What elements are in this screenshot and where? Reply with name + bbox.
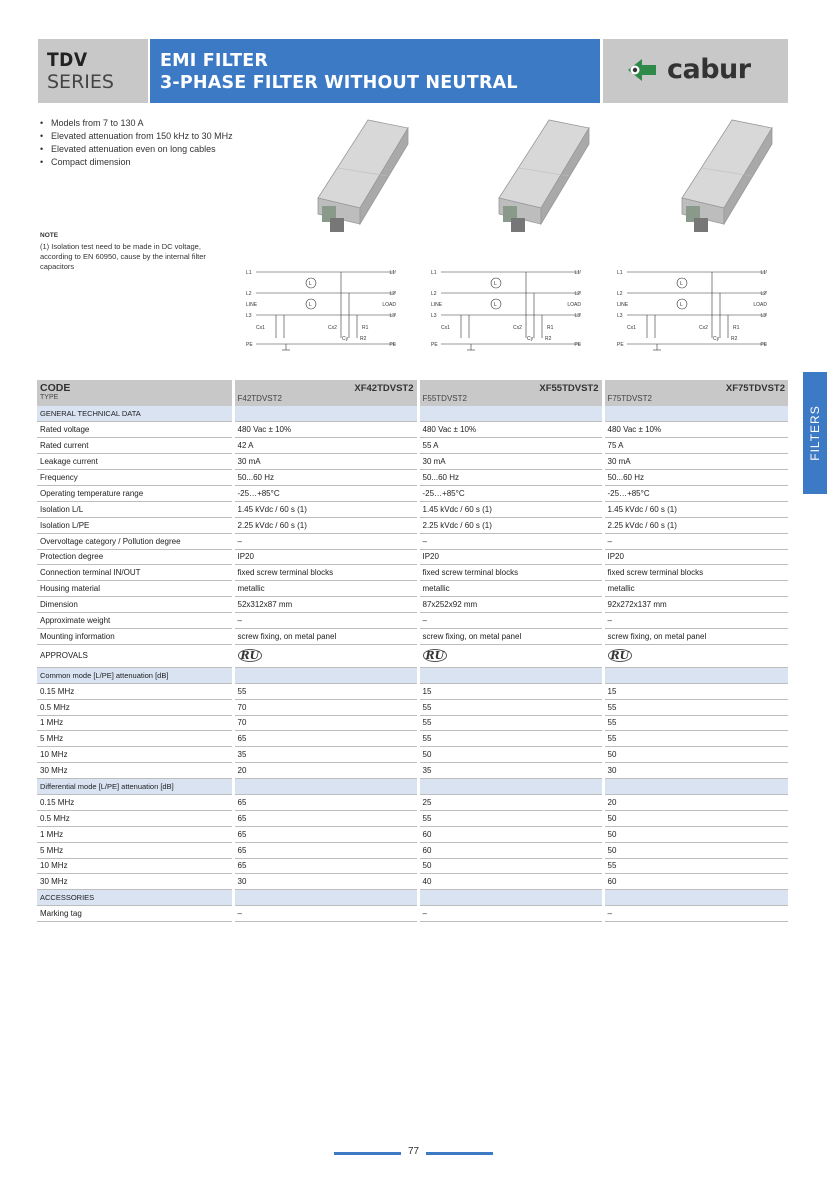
value-cell: 50 [418, 858, 603, 874]
section-cell [603, 406, 788, 422]
row-label: 0.5 MHz [37, 699, 233, 715]
schematic-label: PE [617, 342, 624, 348]
value-cell: 70 [233, 715, 418, 731]
row-label: 0.15 MHz [37, 794, 233, 810]
schematic-label: L1 [617, 270, 623, 276]
value-cell: 65 [233, 826, 418, 842]
row-label: Isolation L/PE [37, 517, 233, 533]
schematic-label: L3' [760, 313, 767, 319]
section-header-row [37, 890, 788, 906]
schematic-label: LOAD [753, 302, 767, 308]
value-cell: 55 [603, 858, 788, 874]
value-cell: screw fixing, on metal panel [603, 628, 788, 644]
value-cell: 25 [418, 794, 603, 810]
table-row [37, 613, 788, 629]
value-cell: 50 [603, 810, 788, 826]
section-header-row [37, 779, 788, 795]
schematic-label: L2' [760, 291, 767, 297]
value-cell: 15 [418, 683, 603, 699]
code-label: CODE [37, 380, 233, 394]
filters-side-tab[interactable] [803, 372, 827, 494]
value-cell: -25…+85°C [233, 485, 418, 501]
row-label: 30 MHz [37, 763, 233, 779]
value-cell: 55 [603, 715, 788, 731]
table-row [37, 581, 788, 597]
value-cell: 55 [418, 715, 603, 731]
value-cell: 60 [418, 842, 603, 858]
schematic-label: Cx1 [256, 325, 265, 331]
value-cell: – [233, 613, 418, 629]
schematic-label: L1' [760, 270, 767, 276]
schematic-label: L [680, 281, 683, 287]
table-row [37, 763, 788, 779]
value-cell: fixed screw terminal blocks [418, 565, 603, 581]
ul-recognized-icon: RU [423, 649, 448, 662]
product-image [308, 118, 418, 240]
value-cell: 2.25 kVdc / 60 s (1) [418, 517, 603, 533]
value-cell: -25…+85°C [603, 485, 788, 501]
table-row [37, 826, 788, 842]
table-row [37, 794, 788, 810]
schematic-label: R1 [362, 325, 369, 331]
product-image [489, 118, 599, 240]
filter-schematic [617, 262, 767, 358]
table-row [37, 517, 788, 533]
value-cell: 2.25 kVdc / 60 s (1) [233, 517, 418, 533]
schematic-label: L [494, 302, 497, 308]
value-cell: 1.45 kVdc / 60 s (1) [418, 501, 603, 517]
value-cell: 52x312x87 mm [233, 597, 418, 613]
series-label: SERIES [47, 71, 114, 93]
feature-item: • Elevated attenuation from 150 kHz to 30 MHz [40, 130, 235, 143]
section-cell [418, 779, 603, 795]
schematic-label: R1 [547, 325, 554, 331]
feature-list [40, 117, 235, 169]
value-cell: – [418, 533, 603, 549]
table-row [37, 810, 788, 826]
section-cell [418, 667, 603, 683]
value-cell: 55 [603, 731, 788, 747]
schematic-label: L1' [574, 270, 581, 276]
schematic-label: Cx2 [699, 325, 708, 331]
row-label: Leakage current [37, 454, 233, 470]
schematic-label: L2 [246, 291, 252, 297]
schematic-label: PE [246, 342, 253, 348]
value-cell: 50...60 Hz [418, 470, 603, 486]
row-label: Operating temperature range [37, 485, 233, 501]
value-cell: 87x252x92 mm [418, 597, 603, 613]
row-label: Dimension [37, 597, 233, 613]
row-label: 0.5 MHz [37, 810, 233, 826]
section-title: Common mode [L/PE] attenuation [dB] [37, 667, 233, 683]
value-cell: 60 [418, 826, 603, 842]
footer-rule-right [426, 1152, 493, 1155]
table-row [37, 597, 788, 613]
schematic-label: Cx2 [328, 325, 337, 331]
value-cell: 55 [418, 810, 603, 826]
title-line-1: EMI FILTER [160, 51, 269, 71]
section-cell [418, 406, 603, 422]
schematic-label: L1' [389, 270, 396, 276]
value-cell: 55 [233, 683, 418, 699]
value-cell: 30 mA [603, 454, 788, 470]
value-cell: 60 [603, 874, 788, 890]
section-cell [233, 779, 418, 795]
schematic-label: LOAD [382, 302, 396, 308]
value-cell: 30 mA [233, 454, 418, 470]
value-cell: 65 [233, 731, 418, 747]
value-cell: 35 [233, 747, 418, 763]
schematic-label: Cx2 [513, 325, 522, 331]
schematic-label: PE [389, 342, 396, 348]
table-row [37, 747, 788, 763]
table-row [37, 874, 788, 890]
schematic-label: L3 [431, 313, 437, 319]
section-cell [233, 667, 418, 683]
schematic-label: L [680, 302, 683, 308]
table-row [37, 422, 788, 438]
filter-schematic [431, 262, 581, 358]
value-cell: 15 [603, 683, 788, 699]
value-cell: 35 [418, 763, 603, 779]
value-cell: IP20 [233, 549, 418, 565]
schematic-label: LINE [431, 302, 443, 308]
table-row [37, 699, 788, 715]
section-title: ACCESSORIES [37, 890, 233, 906]
row-label: 10 MHz [37, 747, 233, 763]
schematic-label: L1 [246, 270, 252, 276]
table-row [37, 628, 788, 644]
schematic-label: Cy [527, 336, 534, 342]
feature-item: • Compact dimension [40, 156, 235, 169]
value-cell: 2.25 kVdc / 60 s (1) [603, 517, 788, 533]
row-label: 1 MHz [37, 826, 233, 842]
value-cell: – [418, 906, 603, 922]
table-row [37, 842, 788, 858]
value-cell: metallic [418, 581, 603, 597]
ul-recognized-icon: RU [238, 649, 263, 662]
value-cell: 50 [418, 747, 603, 763]
value-cell: screw fixing, on metal panel [233, 628, 418, 644]
table-row [37, 683, 788, 699]
schematic-label: R1 [733, 325, 740, 331]
section-cell [603, 667, 788, 683]
row-label: Mounting information [37, 628, 233, 644]
table-row [37, 715, 788, 731]
value-cell: – [233, 906, 418, 922]
schematic-label: LINE [246, 302, 258, 308]
ul-recognized-icon: RU [608, 649, 633, 662]
schematic-label: R2 [731, 336, 738, 342]
row-label: Approximate weight [37, 613, 233, 629]
value-cell: 92x272x137 mm [603, 597, 788, 613]
spec-table [37, 380, 788, 922]
schematic-label: L2' [574, 291, 581, 297]
schematic-label: LOAD [567, 302, 581, 308]
series-code: TDV [47, 49, 88, 71]
table-row [37, 438, 788, 454]
value-cell: – [603, 906, 788, 922]
value-cell: 55 [603, 699, 788, 715]
section-header-row [37, 406, 788, 422]
side-tab-label: FILTERS [808, 405, 822, 461]
row-label: Connection terminal IN/OUT [37, 565, 233, 581]
logo-text: cabur [667, 54, 751, 85]
value-cell: 50 [603, 842, 788, 858]
table-row [37, 549, 788, 565]
section-header-row [37, 667, 788, 683]
filter-schematic [246, 262, 396, 358]
type-cell: F75TDVST2 [603, 394, 788, 406]
value-cell: 70 [233, 699, 418, 715]
value-cell: 30 [233, 874, 418, 890]
type-label: TYPE [37, 394, 233, 406]
table-row [37, 454, 788, 470]
value-cell: metallic [603, 581, 788, 597]
value-cell: – [233, 533, 418, 549]
section-title: Differential mode [L/PE] attenuation [dB] [37, 779, 233, 795]
schematic-label: LINE [617, 302, 629, 308]
value-cell: 55 [418, 699, 603, 715]
schematic-label: Cy [342, 336, 349, 342]
schematic-label: L [309, 302, 312, 308]
schematic-label: L2' [389, 291, 396, 297]
type-cell: F42TDVST2 [233, 394, 418, 406]
row-label: Frequency [37, 470, 233, 486]
value-cell: – [418, 613, 603, 629]
section-cell [418, 890, 603, 906]
table-row [37, 501, 788, 517]
code-row [37, 380, 788, 394]
footer-rule-left [334, 1152, 401, 1155]
schematic-label: L [309, 281, 312, 287]
row-label: Overvoltage category / Pollution degree [37, 533, 233, 549]
table-row [37, 731, 788, 747]
value-cell: 50...60 Hz [603, 470, 788, 486]
product-image [672, 118, 782, 240]
row-label: 5 MHz [37, 842, 233, 858]
schematic-label: L1 [431, 270, 437, 276]
value-cell: screw fixing, on metal panel [418, 628, 603, 644]
schematic-label: L2 [431, 291, 437, 297]
value-cell: 480 Vac ± 10% [233, 422, 418, 438]
schematic-label: Cx1 [627, 325, 636, 331]
value-cell: 65 [233, 842, 418, 858]
table-row [37, 533, 788, 549]
row-label: 1 MHz [37, 715, 233, 731]
value-cell: 40 [418, 874, 603, 890]
note-heading: NOTE [40, 232, 59, 239]
feature-item: • Models from 7 to 130 A [40, 117, 235, 130]
schematic-label: L3' [389, 313, 396, 319]
feature-item: • Elevated attenuation even on long cables [40, 143, 235, 156]
code-cell: XF75TDVST2 [603, 380, 788, 394]
row-label: Marking tag [37, 906, 233, 922]
value-cell: 1.45 kVdc / 60 s (1) [233, 501, 418, 517]
table-row [37, 858, 788, 874]
value-cell: 480 Vac ± 10% [418, 422, 603, 438]
row-label: 10 MHz [37, 858, 233, 874]
section-title: GENERAL TECHNICAL DATA [37, 406, 233, 422]
row-label: 30 MHz [37, 874, 233, 890]
schematic-label: PE [431, 342, 438, 348]
row-label: Housing material [37, 581, 233, 597]
section-cell [603, 779, 788, 795]
value-cell: 75 A [603, 438, 788, 454]
schematic-label: L3 [617, 313, 623, 319]
value-cell: 20 [233, 763, 418, 779]
row-label: Protection degree [37, 549, 233, 565]
value-cell: metallic [233, 581, 418, 597]
approval-cell [418, 644, 603, 667]
schematic-label: L3' [574, 313, 581, 319]
approvals-label: APPROVALS [37, 644, 233, 667]
value-cell: fixed screw terminal blocks [603, 565, 788, 581]
series-header [38, 39, 148, 103]
value-cell: 65 [233, 810, 418, 826]
cabur-logo-icon [626, 55, 664, 85]
value-cell: 20 [603, 794, 788, 810]
page-title [150, 39, 600, 103]
section-cell [233, 406, 418, 422]
value-cell: 55 A [418, 438, 603, 454]
table-row [37, 906, 788, 922]
value-cell: 65 [233, 858, 418, 874]
value-cell: 480 Vac ± 10% [603, 422, 788, 438]
section-cell [603, 890, 788, 906]
schematic-label: R2 [545, 336, 552, 342]
table-row [37, 485, 788, 501]
value-cell: – [603, 533, 788, 549]
value-cell: 30 [603, 763, 788, 779]
schematic-label: L [494, 281, 497, 287]
row-label: Rated current [37, 438, 233, 454]
schematic-label: Cx1 [441, 325, 450, 331]
approval-cell [603, 644, 788, 667]
value-cell: 30 mA [418, 454, 603, 470]
row-label: 5 MHz [37, 731, 233, 747]
schematic-label: R2 [360, 336, 367, 342]
table-row [37, 470, 788, 486]
value-cell: 65 [233, 794, 418, 810]
note-text: (1) Isolation test need to be made in DC voltage, according to EN 60950, cause by the internal filter capacitors [40, 242, 206, 271]
cabur-logo [626, 54, 751, 85]
type-cell: F55TDVST2 [418, 394, 603, 406]
page-number: 77 [407, 1146, 420, 1157]
row-label: Rated voltage [37, 422, 233, 438]
value-cell: 50 [603, 747, 788, 763]
title-line-2: 3-PHASE FILTER WITHOUT NEUTRAL [160, 73, 518, 93]
value-cell: 42 A [233, 438, 418, 454]
schematic-label: L3 [246, 313, 252, 319]
type-row [37, 394, 788, 406]
approval-cell [233, 644, 418, 667]
schematic-label: PE [760, 342, 767, 348]
value-cell: 1.45 kVdc / 60 s (1) [603, 501, 788, 517]
value-cell: 50 [603, 826, 788, 842]
schematic-label: PE [574, 342, 581, 348]
row-label: 0.15 MHz [37, 683, 233, 699]
table-row [37, 565, 788, 581]
code-cell: XF55TDVST2 [418, 380, 603, 394]
schematic-label: L2 [617, 291, 623, 297]
code-cell: XF42TDVST2 [233, 380, 418, 394]
value-cell: IP20 [603, 549, 788, 565]
schematic-label: Cy [713, 336, 720, 342]
value-cell: IP20 [418, 549, 603, 565]
row-label: Isolation L/L [37, 501, 233, 517]
value-cell: 55 [418, 731, 603, 747]
section-cell [233, 890, 418, 906]
approvals-row [37, 644, 788, 667]
value-cell: 50...60 Hz [233, 470, 418, 486]
value-cell: – [603, 613, 788, 629]
value-cell: -25…+85°C [418, 485, 603, 501]
value-cell: fixed screw terminal blocks [233, 565, 418, 581]
